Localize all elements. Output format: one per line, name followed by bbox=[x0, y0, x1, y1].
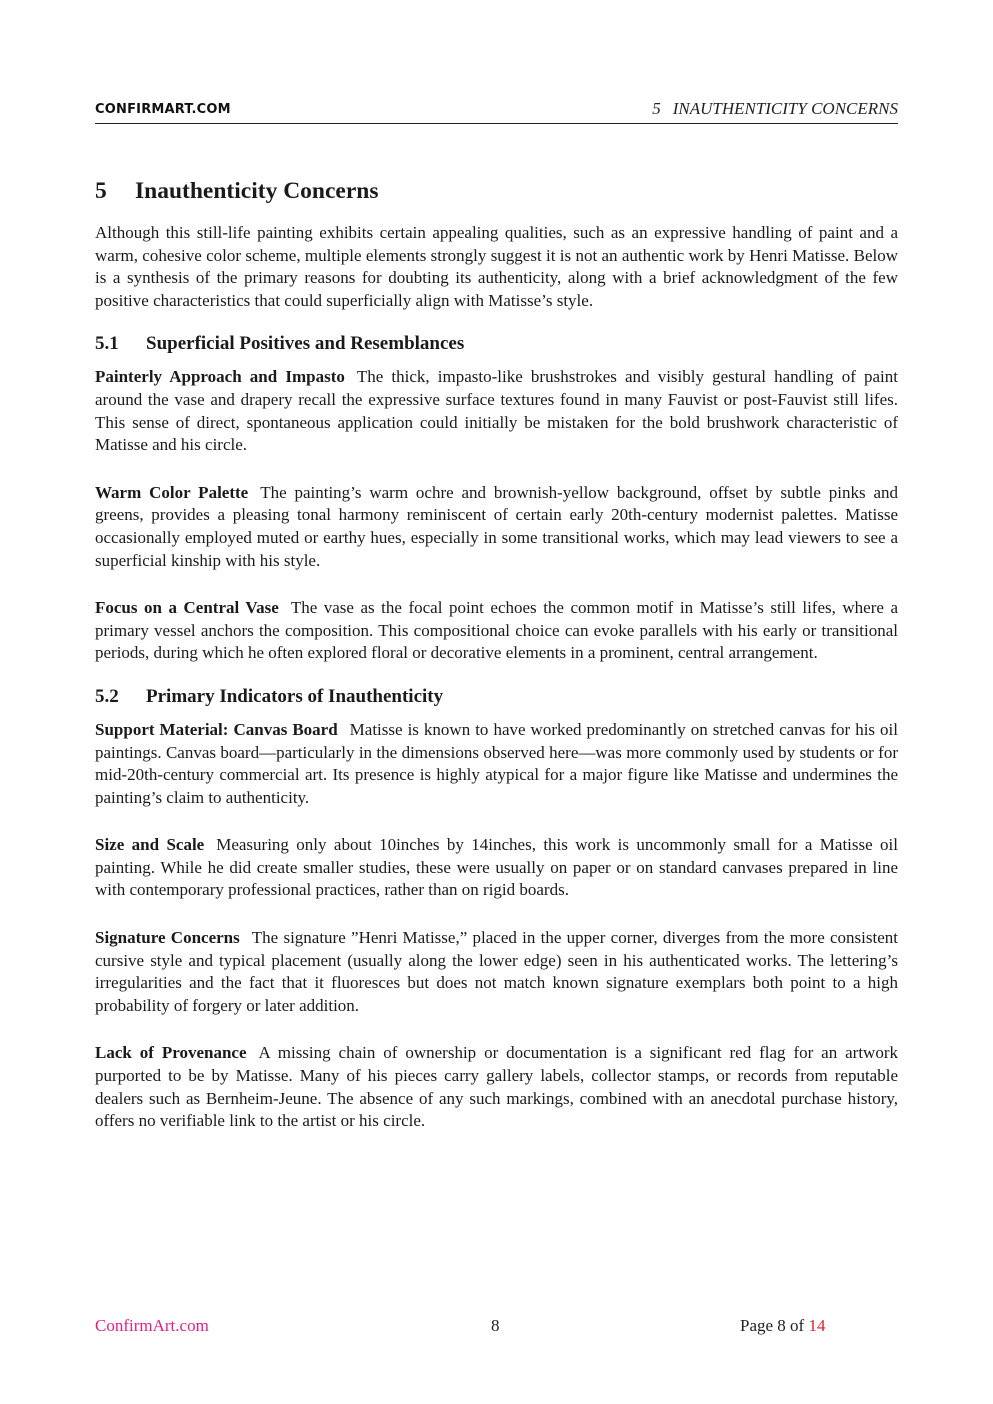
paragraph-heading: Lack of Provenance bbox=[95, 1043, 247, 1063]
paragraph-text: The painting’s warm ochre and brownish-yellow background, offset by subtle pinks and greens, provides a pleasing tonal harmony reminiscent of certain early 20th-century modernist palettes. Matisse occasionally employed muted or earthy hues, especially in some transitional works, which may lead viewers to see a superficial kinship with his style. bbox=[95, 482, 898, 570]
paragraph-impasto bbox=[95, 366, 898, 456]
paragraph-heading: Warm Color Palette bbox=[95, 482, 249, 502]
paragraph-signature bbox=[95, 927, 898, 1017]
footer-page-number: 8 bbox=[491, 1316, 500, 1335]
paragraph-text: Matisse is known to have worked predominantly on stretched canvas for his oil paintings. Canvas board—particularly in the dimensions observed here—was more commonly used by students or for mid-20th-century commercial art. Its presence is highly atypical for a major figure like Matisse and undermines the painting’s claim to authenticity. bbox=[95, 719, 898, 807]
paragraph-heading: Painterly Approach and Impasto bbox=[95, 367, 345, 387]
paragraph-size-scale bbox=[95, 834, 898, 902]
paragraph-text: The signature ”Henri Matisse,” placed in the upper corner, diverges from the more consistent cursive style and typical placement (usually along the lower edge) seen in his authenticated works. The lettering’s irregularities and the fact that it fluoresces but does not match known signature exemplars both point to a high probability of forgery or later addition. bbox=[95, 928, 898, 1015]
paragraph-heading: Size and Scale bbox=[95, 835, 205, 855]
subsection-number: 5.1 bbox=[95, 333, 119, 355]
footer-total-pages-link[interactable]: 14 bbox=[808, 1316, 826, 1335]
section-title: Inauthenticity Concerns bbox=[135, 178, 379, 204]
running-header bbox=[95, 97, 898, 124]
subsection-heading-positives bbox=[95, 332, 898, 356]
paragraph-heading: Focus on a Central Vase bbox=[95, 598, 279, 618]
footer-page-label: Page 8 of bbox=[740, 1316, 805, 1335]
paragraph-central-vase bbox=[95, 597, 898, 665]
running-section-title bbox=[652, 99, 898, 119]
paragraph-provenance bbox=[95, 1042, 898, 1132]
paragraph-text: The thick, impasto-like brushstrokes and visibly gestural handling of paint around the vase and drapery recall the expressive surface textures found in many Fauvist or post-Fauvist still lifes. This sense of direct, spontaneous application could initially be mistaken for the bold brushwork characteristic of Matisse and his circle. bbox=[95, 367, 898, 455]
paragraph-text: A missing chain of ownership or documentation is a significant red flag for an artwork purported to be by Matisse. Many of his pieces carry gallery labels, collector stamps, or records from reputable dealers such as Bernheim-Jeune. The absence of any such markings, combined with an anecdotal purchase history, offers no verifiable link to the artist or his circle. bbox=[95, 1043, 898, 1131]
footer-page-count bbox=[740, 1316, 825, 1336]
main-content bbox=[95, 176, 898, 1133]
subsection-title: Primary Indicators of Inauthenticity bbox=[146, 685, 444, 707]
section-intro: Although this still-life painting exhibits certain appealing qualities, such as an expressive handling of paint and a warm, cohesive color scheme, multiple elements strongly suggest it is not an authentic work by Henri Matisse. Below is a synthesis of the primary reasons for doubting its authenticity, along with a brief acknowledgment of the few positive characteristics that could superficially align with Matisse’s style. bbox=[95, 223, 898, 310]
running-section-name: INAUTHENTICITY CONCERNS bbox=[672, 99, 898, 118]
section-heading bbox=[95, 176, 898, 206]
paragraph-text: Measuring only about 10inches by 14inches, this work is uncommonly small for a Matisse oil painting. While he did create smaller studies, these were usually on paper or on standard canvases prepared in line with contemporary professional practices, rather than on rigid boards. bbox=[95, 835, 898, 900]
paragraph-text: The vase as the focal point echoes the common motif in Matisse’s still lifes, where a primary vessel anchors the composition. This compositional choice can evoke parallels with his early or transitional periods, during which he often explored floral or decorative elements in a prominent, central arrangement. bbox=[95, 598, 898, 663]
site-logo: CONFIRMART.COM bbox=[95, 102, 231, 117]
subsection-title: Superficial Positives and Resemblances bbox=[146, 333, 465, 355]
paragraph-heading: Support Material: Canvas Board bbox=[95, 719, 338, 739]
paragraph-heading: Signature Concerns bbox=[95, 928, 240, 948]
document-page bbox=[95, 0, 898, 1404]
section-number: 5 bbox=[95, 178, 107, 204]
paragraph-color-palette bbox=[95, 482, 898, 572]
subsection-heading-inauthenticity bbox=[95, 685, 898, 709]
footer-site-link[interactable]: ConfirmArt.com bbox=[95, 1316, 209, 1335]
paragraph-canvas-board bbox=[95, 719, 898, 809]
subsection-number: 5.2 bbox=[95, 685, 119, 707]
page-footer bbox=[95, 1316, 898, 1340]
running-section-number: 5 bbox=[652, 99, 661, 118]
